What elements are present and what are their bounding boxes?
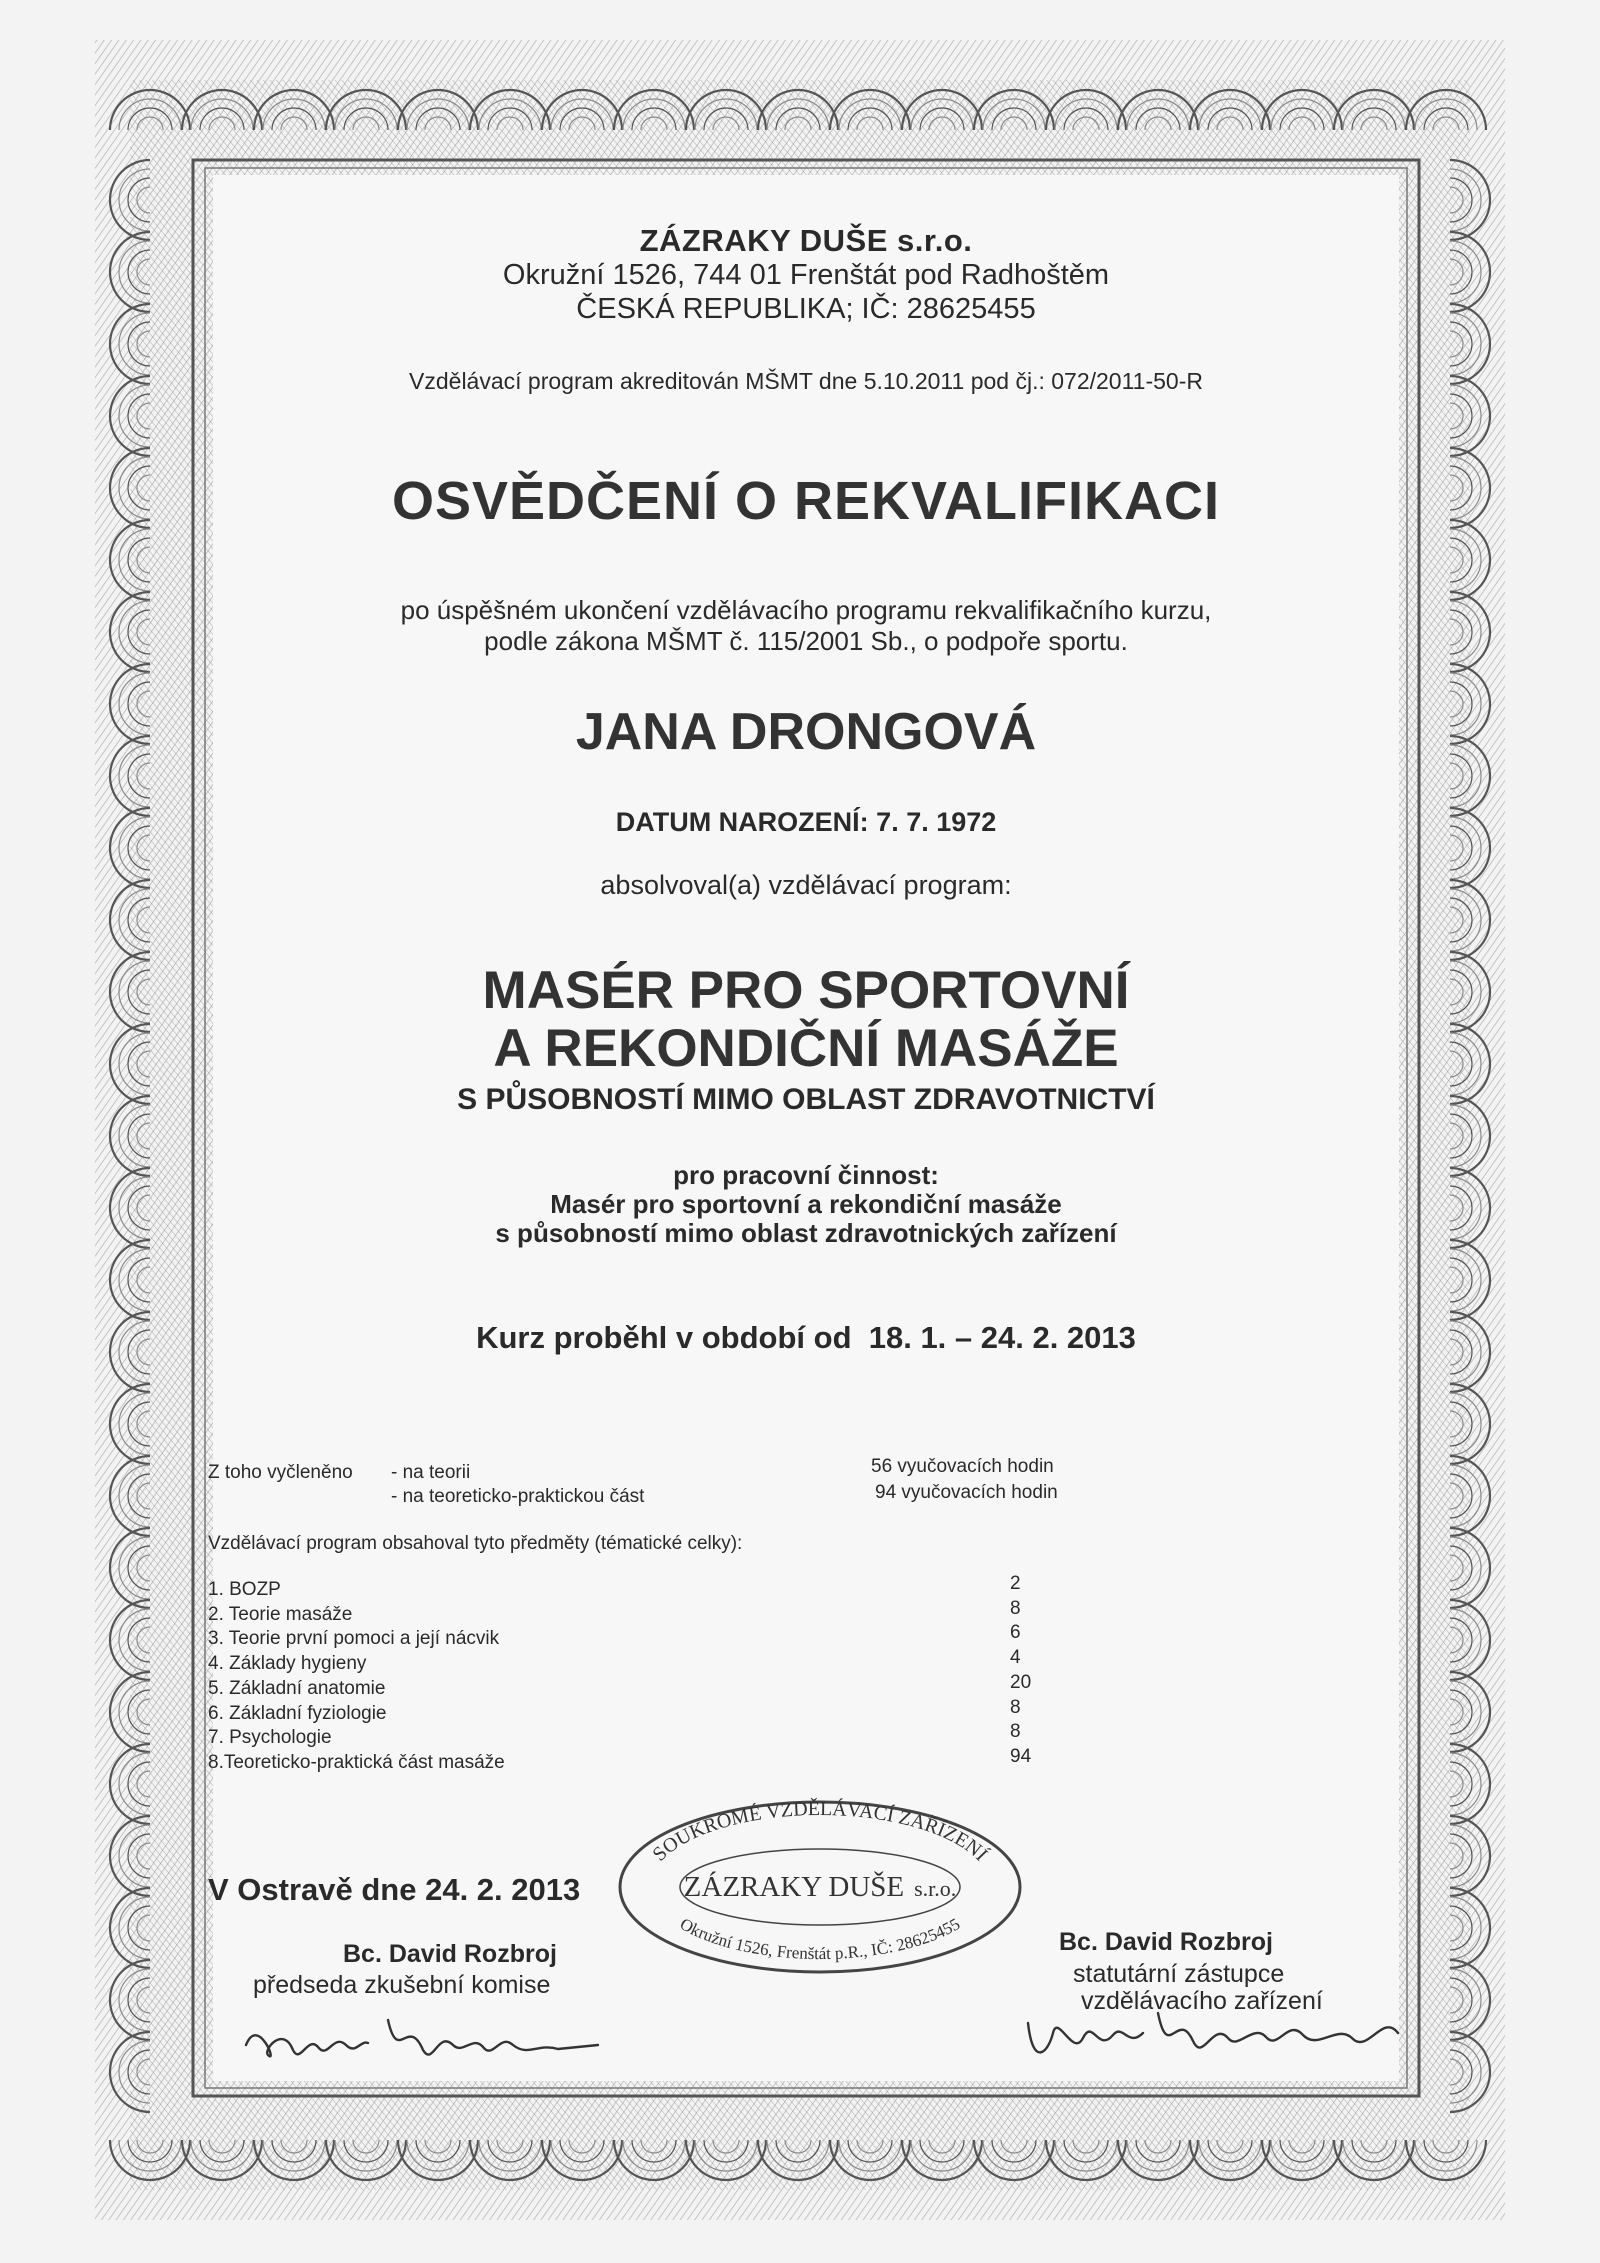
subject-name: 1. BOZP (208, 1579, 281, 1600)
activity-line-2: s působností mimo oblast zdravotnických zařízení (495, 1218, 1117, 1248)
subject-hours: 20 (1010, 1671, 1032, 1693)
program-title-line-2: A REKONDIČNÍ MASÁŽE (493, 1019, 1119, 1078)
right-signatory-name: Bc. David Rozbroj (1059, 1928, 1273, 1956)
place-and-date: V Ostravě dne 24. 2. 2013 (208, 1872, 581, 1907)
subject-name: 3. Teorie první pomoci a její nácvik (208, 1628, 500, 1650)
stamp-top-arc-path: SOUKROMÉ VZDĚLÁVACÍ ZAŘÍZENÍ (648, 1797, 992, 1866)
completed-statement: absolvoval(a) vzdělávací program: (600, 870, 1012, 900)
stamp-center-name: ZÁZRAKY DUŠE (683, 1871, 905, 1903)
right-signatory-role-2: vzdělávacího zařízení (1081, 1987, 1323, 2015)
holder-name: JANA DRONGOVÁ (575, 703, 1037, 761)
issuer-name: ZÁZRAKY DUŠE s.r.o. (639, 223, 973, 258)
stamp-center-suffix: s.r.o. (914, 1876, 957, 1901)
hours-practice-value: 94 vyučovacích hodin (875, 1482, 1058, 1503)
activity-line-1: Masér pro sportovní a rekondiční masáže (550, 1189, 1062, 1219)
accreditation-note: Vzdělávací program akreditován MŠMT dne 5.10.2011 pod čj.: 072/2011-50-R (409, 368, 1203, 394)
stamp-top-arc-text (648, 1797, 992, 1866)
subject-name: 6. Základní fyziologie (208, 1702, 387, 1724)
subject-hours: 6 (1010, 1622, 1021, 1644)
stamp-bottom-arc-text (677, 1914, 963, 1963)
right-handwritten-signature (1018, 1993, 1408, 2073)
hours-prefix: Z toho vyčleněno (208, 1462, 353, 1483)
left-signatory-name: Bc. David Rozbroj (343, 1940, 557, 1968)
subject-hours: 8 (1010, 1597, 1021, 1619)
subject-name: 5. Základní anatomie (208, 1677, 386, 1699)
subject-name: 4. Základy hygieny (208, 1653, 367, 1675)
period-label: Kurz proběhl v období od (476, 1320, 852, 1355)
stamp-center-text (684, 1870, 957, 1903)
course-period (213, 1320, 1399, 1356)
subject-hours: 4 (1010, 1647, 1021, 1669)
subject-hours: 8 (1010, 1721, 1021, 1743)
subjects-heading: Vzdělávací program obsahoval tyto předměty (tématické celky): (208, 1533, 743, 1554)
subject-name: 2. Teorie masáže (208, 1603, 353, 1625)
holder-dob: DATUM NAROZENÍ: 7. 7. 1972 (615, 807, 997, 837)
subject-hours: 8 (1010, 1696, 1021, 1718)
issuer-address: Okružní 1526, 744 01 Frenštát pod Radhoštěm (502, 259, 1110, 291)
hours-theory-label: - na teorii (391, 1462, 471, 1483)
program-scope: S PŮSOBNOSTÍ MIMO OBLAST ZDRAVOTNICTVÍ (457, 1083, 1155, 1116)
subject-hours: 2 (1010, 1573, 1021, 1594)
right-signatory-role-1: statutární zástupce (1073, 1960, 1285, 1988)
intro-line-2: podle zákona MŠMT č. 115/2001 Sb., o podpoře sportu. (484, 626, 1128, 656)
document-title: OSVĚDČENÍ O REKVALIFIKACI (391, 471, 1221, 531)
subject-name: 8.Teoreticko-praktická část masáže (208, 1751, 505, 1773)
issuer-country-id: ČESKÁ REPUBLIKA; IČ: 28625455 (576, 293, 1036, 325)
official-stamp (610, 1792, 1030, 1982)
program-title-line-1: MASÉR PRO SPORTOVNÍ (482, 961, 1130, 1020)
subject-name: 7. Psychologie (208, 1727, 332, 1749)
certificate-body (208, 175, 1399, 2081)
left-handwritten-signature (238, 2005, 618, 2075)
hours-theory-value: 56 vyučovacích hodin (871, 1456, 1054, 1477)
intro-line-1: po úspěšném ukončení vzdělávacího programu rekvalifikačního kurzu, (400, 595, 1212, 625)
subject-hours: 94 (1010, 1745, 1032, 1767)
stamp-bottom-arc-path: Okružní 1526, Frenštát p.R., IČ: 28625455 (676, 1914, 964, 1964)
activity-label: pro pracovní činnost: (673, 1160, 939, 1190)
hours-practice-label: - na teoreticko-praktickou část (391, 1486, 645, 1507)
period-dates: 18. 1. – 24. 2. 2013 (868, 1320, 1136, 1355)
left-signatory-role: předseda zkušební komise (253, 1971, 551, 1999)
